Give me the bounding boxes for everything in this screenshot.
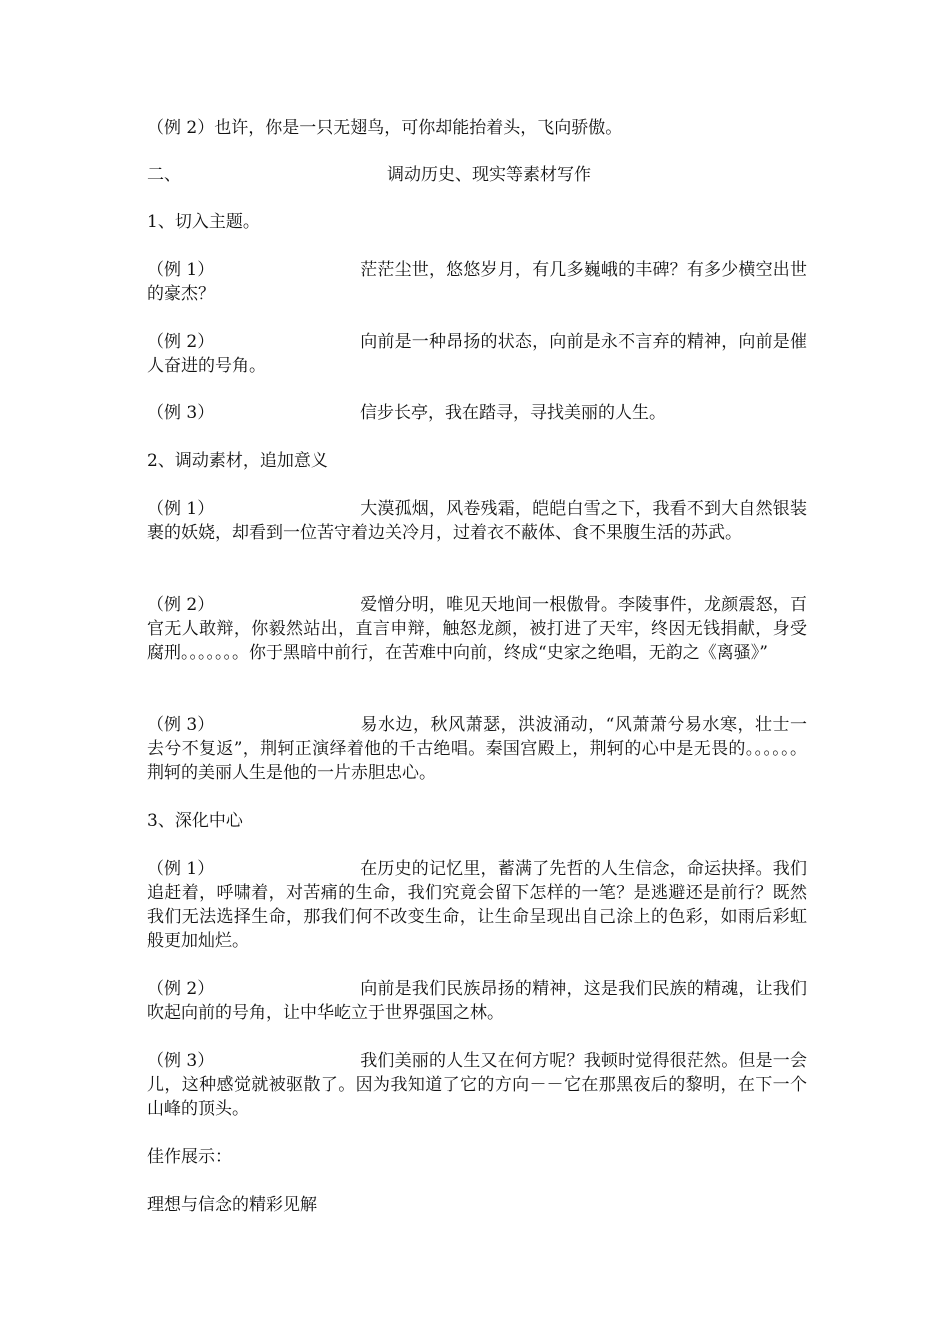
example-label: （例 1） [147, 499, 215, 519]
example-label: （例 2） [147, 595, 215, 615]
example-text: 向前是我们民族昂扬的精神，这是我们民族的精魂，让我们吹起向前的号角，让中华屹立于世界强国之林。 [147, 979, 807, 1023]
part2-heading: 2、调动素材，追加意义 [147, 451, 328, 471]
example-label: （例 2） [147, 332, 215, 352]
part3-example-3 [147, 1049, 807, 1121]
intro-example: （例 2）也许，你是一只无翅鸟，可你却能抬着头，飞向骄傲。 [147, 118, 623, 138]
part1-example-1 [147, 258, 807, 306]
part3-heading: 3、深化中心 [147, 811, 243, 831]
section-number: 二、 [147, 165, 181, 185]
example-text: 我们美丽的人生又在何方呢？我顿时觉得很茫然。但是一会儿，这种感觉就被驱散了。因为我知道了它的方向－－它在那黑夜后的黎明，在下一个山峰的顶头。 [147, 1051, 807, 1119]
example-label: （例 1） [147, 260, 215, 280]
showcase-title: 理想与信念的精彩见解 [147, 1195, 317, 1215]
example-text: 在历史的记忆里，蓄满了先哲的人生信念，命运抉择。我们追赶着，呼啸着，对苦痛的生命，我们究竟会留下怎样的一笔？是逃避还是前行？既然我们无法选择生命，那我们何不改变生命，让生命呈现出自己涂上的色彩，如雨后彩虹般更加灿烂。 [147, 859, 807, 951]
part2-example-3 [147, 713, 807, 785]
example-label: （例 1） [147, 859, 215, 879]
example-text: 易水边，秋风萧瑟，洪波涌动，“风萧萧兮易水寒，壮士一去兮不复返”，荆轲正演绎着他的千古绝唱。秦国宫殿上，荆轲的心中是无畏的。。。。。。荆轲的美丽人生是他的一片赤胆忠心。 [147, 715, 807, 783]
example-text: 向前是一种昂扬的状态，向前是永不言弃的精神，向前是催人奋进的号角。 [147, 332, 807, 376]
example-text: 爱憎分明，唯见天地间一根傲骨。李陵事件，龙颜震怒，百官无人敢辩，你毅然站出，直言申辩，触怒龙颜，被打进了天牢，终因无钱捐献，身受腐刑。。。。。。。你于黑暗中前行，在苦难中向前，终成“史家之绝唱，无韵之《离骚》” [147, 595, 807, 663]
example-text: 信步长亭，我在踏寻，寻找美丽的人生。 [360, 403, 666, 423]
part2-example-1 [147, 497, 807, 545]
part1-example-3 [147, 401, 807, 425]
section-title: 调动历史、现实等素材写作 [387, 165, 591, 185]
example-label: （例 3） [147, 403, 215, 423]
part1-example-2 [147, 330, 807, 378]
part1-heading: 1、切入主题。 [147, 212, 260, 232]
example-label: （例 3） [147, 1051, 215, 1071]
part2-example-2 [147, 593, 807, 665]
example-text: 大漠孤烟，风卷残霜，皑皑白雪之下，我看不到大自然银装裹的妖娆，却看到一位苦守着边关冷月，过着衣不蔽体、食不果腹生活的苏武。 [147, 499, 807, 543]
example-label: （例 2） [147, 979, 215, 999]
example-text: 茫茫尘世，悠悠岁月，有几多巍峨的丰碑？有多少横空出世的豪杰？ [147, 260, 807, 304]
part3-example-2 [147, 977, 807, 1025]
example-label: （例 3） [147, 715, 215, 735]
part3-example-1 [147, 857, 807, 953]
showcase-heading: 佳作展示： [147, 1147, 232, 1167]
